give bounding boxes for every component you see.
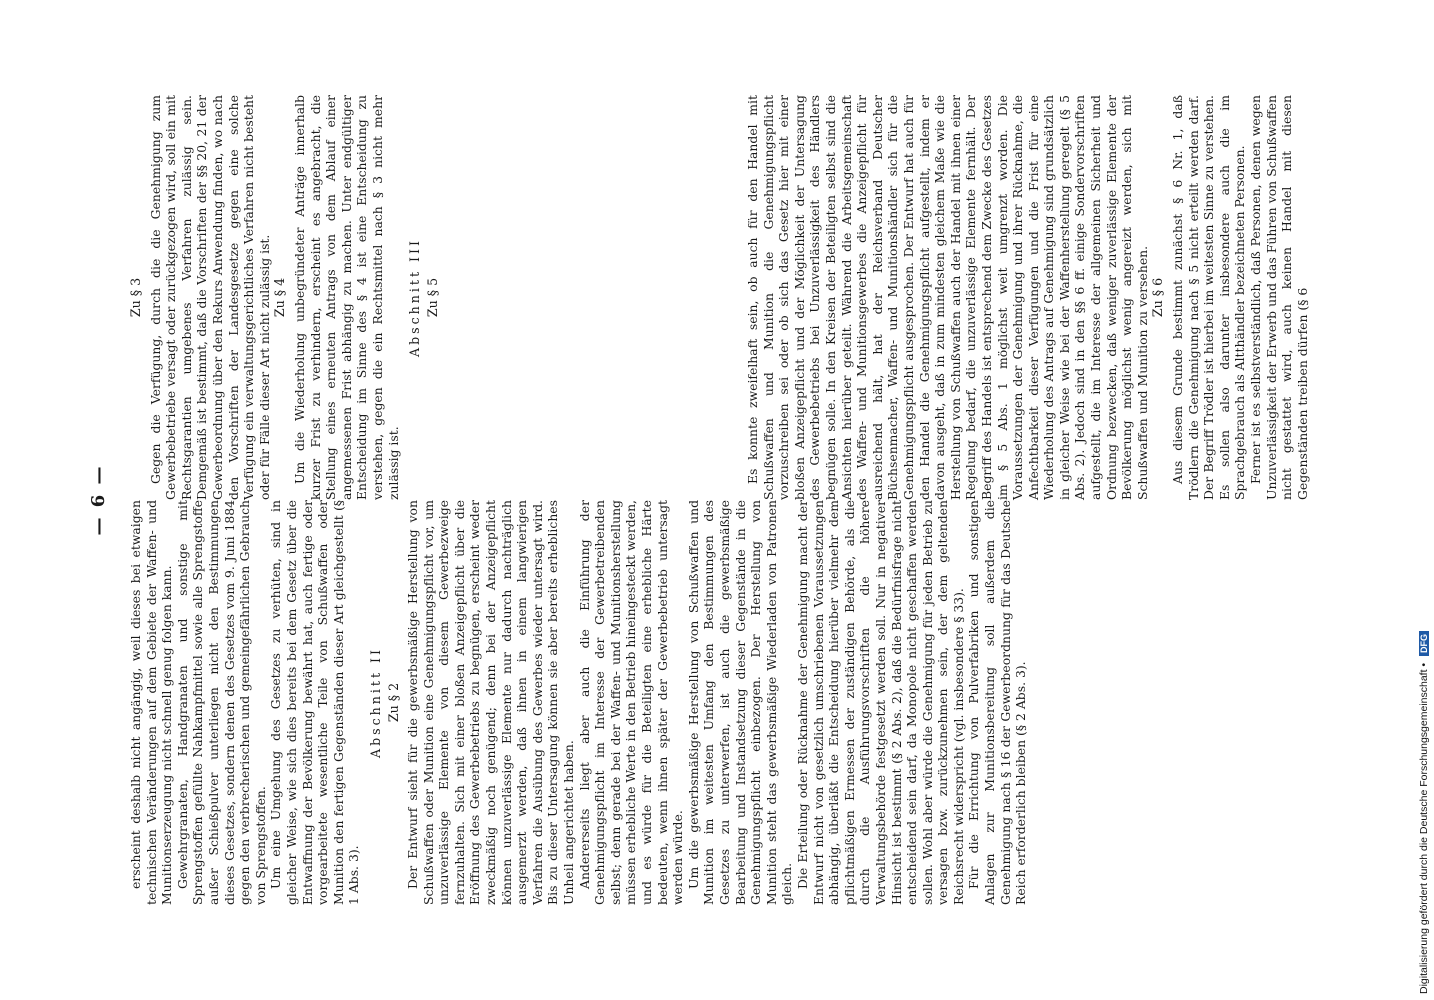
left-column [128,500,1434,905]
right-column-top [128,95,698,500]
dfg-logo: DFG [1419,631,1429,656]
section-heading: Zu § 6 [1150,277,1166,318]
paragraph: Um eine Umgehung des Gesetzes zu verhüten, sind in gleicher Weise, wie sich dies bereits bei dem Gesetz über die Entwaffnung der Bevölkerung bewährt hat, auch fertige oder vorgearbeitete wesentliche Teile von Schußwaffen oder Munition den fertigen Gegenständen dieser Art gleichgestellt (§ 1 Abs. 3). [268,500,362,905]
right-column-bottom [745,95,1335,500]
paragraph: Es konnte zweifelhaft sein, ob auch für den Handel mit Schußwaffen und Munition die Genehmigungspflicht vorzuschreiben sei oder ob sich das Gesetz hier mit einer bloßen Anzeigepflicht und der Möglichkeit der Untersagung des Gewerbebetriebs bei Unzuverlässigkeit des Händlers begnügen solle. In den Kreisen der Beteiligten selbst sind die Ansichten hierüber geteilt. Während die Arbeitsgemeinschaft des Waffen- und Munitionsgewerbes die Anzeigepflicht für ausreichend hält, hat der Reichsverband Deutscher Büchsenmacher, Waffen- und Munitionshändler sich für die Genehmigungspflicht ausgesprochen. Der Entwurf hat auch für den Handel die Genehmigungspflicht aufgestellt, indem er davon ausgeht, daß in zum mindesten gleichem Maße wie die Herstellung von Schußwaffen auch der Handel mit ihnen einer Regelung bedarf, die unzuverlässige Elemente fernhält. Der Begriff des Handels ist entsprechend dem Zwecke des Gesetzes im § 5 Abs. 1 möglichst weit umgrenzt worden. Die Voraussetzungen der Genehmigung und ihrer Rücknahme, die Anfechtbarkeit dieser Verfügungen und die Frist für eine Wiederholung des Antrags auf Genehmigung sind grundsätzlich in gleicher Weise wie bei der Waffenherstellung geregelt (§ 5 Abs. 2). Jedoch sind in den §§ 6 ff. einige Sondervorschriften aufgestellt, die im Interesse der allgemeinen Sicherheit und Ordnung bezwecken, daß weniger zuverlässige Elemente der Bevölkerung möglichst wenig angereizt werden, sich mit Schußwaffen und Munition zu versehen. [745,95,1150,500]
paragraph: Der Entwurf sieht für die gewerbsmäßige Herstellung von Schußwaffen oder Munition eine Genehmigungspflicht vor, um unzuverlässige Elemente von diesem Gewerbezweige fernzuhalten. Sich mit einer bloßen Anzeigepflicht über die Eröffnung des Gewerbebetriebs zu begnügen, erscheint weder zweckmäßig noch genügend; denn bei der Anzeigepflicht können unzuverlässige Elemente nur dadurch nachträglich ausgemerzt werden, daß ihnen in einem langwierigen Verfahren die Ausübung des Gewerbes wieder untersagt wird. Bis zu dieser Untersagung können sie aber bereits erhebliches Unheil angerichtet haben. [405,500,577,905]
paragraph: Gegen die Verfügung, durch die die Genehmigung zum Gewerbebetriebe versagt oder zurückgezogen wird, soll ein mit Rechtsgarantien umgebenes Verfahren zulässig sein. Demgemäß ist bestimmt, daß die Vorschriften der §§ 20, 21 der Gewerbeordnung über den Rekurs Anwendung finden, wo nach den Vorschriften der Landesgesetze gegen eine solche Verfügung ein verwaltungsgerichtliches Verfahren nicht besteht oder für Fälle dieser Art nicht zulässig ist. [147,95,272,500]
section-heading: Abschnitt II [367,647,383,758]
paragraph: Ferner ist es selbstverständlich, daß Personen, denen wegen Unzuverlässigkeit der Erwerb und das Führen von Schußwaffen nicht gestattet wird, auch keinen Handel mit diesen Gegenständen treiben dürfen (§ 6 [1248,95,1310,500]
section-heading: Abschnitt III [407,238,423,357]
paragraph: Aus diesem Grunde bestimmt zunächst § 6 Nr. 1, daß Trödlern die Genehmigung nach § 5 nicht erteilt werden darf. Der Begriff Trödler ist hierbei im weitesten Sinne zu verstehen. Es sollen also darunter insbesondere auch die im Sprachgebrauch als Altthändler bezeichneten Personen. [1170,95,1248,500]
funding-note-text: Digitalisierung gefördert durch die Deutsche Forschungsgemeinschaft • [1418,662,1430,994]
section-heading: Zu § 2 [385,682,401,723]
paragraph: Um die gewerbsmäßige Herstellung von Schußwaffen und Munition im weitesten Umfang den Bestimmungen des Gesetzes zu unterwerfen, ist auch die gewerbsmäßige Bearbeitung und Instandsetzung dieser Gegenstände in die Genehmigungspflicht einbezogen. Der Herstellung von Munition steht das gewerbsmäßige Wiederladen von Patronen gleich. [685,500,795,905]
paragraph: erscheint deshalb nicht angängig, weil dieses bei etwaigen technischen Veränderungen auf dem Gebiete der Waffen- und Munitionserzeugung nicht schnell genug folgen kann. [128,500,175,905]
section-heading: Zu § 3 [128,277,143,318]
section-heading: Zu § 4 [272,277,288,318]
dfg-funding-note [1418,6,1434,994]
paragraph: Für die Errichtung von Pulverfabriken und sonstigen Anlagen zur Munitionsbereitung soll außerdem die Genehmigung nach § 16 der Gewerbeordnung für das Deutsche Reich erforderlich bleiben (§ 2 Abs. 3). [966,500,1029,905]
paragraph: Gewehrgranaten, Handgranaten und sonstige mit Sprengstoffen gefüllte Nahkampfmittel sowie alle Sprengstoffe außer Schießpulver unterliegen nicht den Bestimmungen dieses Gesetzes, sondern denen des Gesetzes vom 9. Juni 1884 gegen den verbrecherischen und gemeingefährlichen Gebrauch von Sprengstoffen. [174,500,268,905]
section-heading: Zu § 5 [424,277,440,318]
paragraph: Um die Wiederholung unbegründeter Anträge innerhalb kurzer Frist zu verhindern, erscheint es angebracht, die Stellung eines erneuten Antrags von dem Ablauf einer angemessenen Frist abhängig zu machen. Unter endgültiger Entscheidung im Sinne des § 4 ist eine Entscheidung zu verstehen, gegen die ein Rechtsmittel nach § 3 nicht mehr zulässig ist. [291,95,401,500]
page-number: — 6 — [88,464,109,536]
paragraph: Andererseits liegt aber auch die Einführung der Genehmigungspflicht im Interesse der Gewerbetreibenden selbst; denn gerade bei der Waffen- und Munitionsherstellung müssen erhebliche Werte in den Betrieb hineingesteckt werden, und es würde für die Beteiligten eine erhebliche Härte bedeuten, wenn ihnen später der Gewerbebetrieb untersagt werden würde. [576,500,686,905]
paragraph: Die Erteilung oder Rücknahme der Genehmigung macht der Entwurf nicht von gesetzlich umschriebenen Voraussetzungen abhängig, überläßt die Entscheidung hierüber vielmehr dem pflichtmäßigen Ermessen der zuständigen Behörde, als die durch die Ausführungsvorschriften die höhere Verwaltungsbehörde festgesetzt werden soll. Nur in negativer Hinsicht ist bestimmt (§ 2 Abs. 2), daß die Bedürfnisfrage nicht entscheidend sein darf, da Monopole nicht geschaffen werden sollen. Wohl aber würde die Genehmigung für jeden Betrieb zu versagen bzw. zurückzunehmen sein, der dem geltenden Reichsrecht widerspricht (vgl. insbesondere § 33). [794,500,966,905]
